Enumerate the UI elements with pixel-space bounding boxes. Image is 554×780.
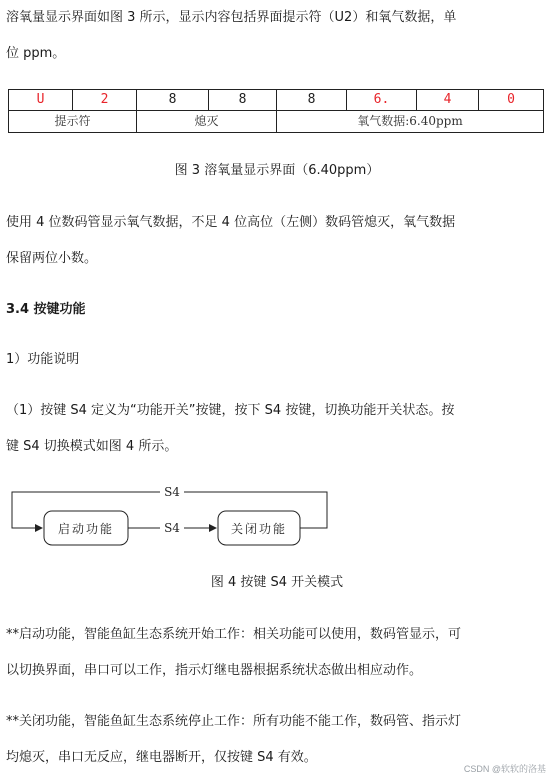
fig4-caption: 图 4 按键 S4 开关模式 [210,575,344,590]
digit-3: 8 [137,90,209,110]
digit-6: 6. [347,90,417,110]
sub-heading: 1）功能说明 [6,352,80,367]
state-on-label: 启动功能 [57,522,115,536]
watermark: CSDN @软软的洛基 [463,764,546,774]
digit-1: U [9,90,73,110]
digit-5: 8 [277,90,347,110]
intro-line-1: 溶氧量显示界面如图 3 所示，显示内容包括界面提示符（U2）和氧气数据，单 [6,10,457,25]
para3-line-2: 以切换界面，串口可以工作，指示灯继电器根据系统状态做出相应动作。 [6,663,423,678]
digit-2: 2 [73,90,137,110]
label-prompt: 提示符 [9,111,137,132]
para1-line-1: 使用 4 位数码管显示氧气数据，不足 4 位高位（左侧）数码管熄灭，氧气数据 [6,215,456,230]
edge-top-label: S4 [164,485,180,499]
state-off-label: 关闭功能 [230,522,288,536]
digit-7: 4 [417,90,479,110]
para2-line-2: 键 S4 切换模式如图 4 所示。 [6,439,178,454]
fig3-caption: 图 3 溶氧量显示界面（6.40ppm） [174,163,380,178]
label-off: 熄灭 [137,111,277,132]
edge-mid-label: S4 [164,521,180,535]
digit-8: 0 [507,92,515,107]
label-data: 氧气数据:6.40ppm [357,114,463,128]
para1-line-2: 保留两位小数。 [6,251,98,266]
display-table [8,89,544,133]
digit-row [9,90,543,111]
para4-line-1: **关闭功能，智能鱼缸生态系统停止工作：所有功能不能工作，数码管、指示灯 [6,714,462,729]
para4-line-2: 均熄灭，串口无反应，继电器断开，仅按键 S4 有效。 [6,750,317,765]
para3-line-1: **启动功能，智能鱼缸生态系统开始工作：相关功能可以使用，数码管显示，可 [6,627,462,642]
label-row [9,111,543,132]
section-heading: 3.4 按键功能 [6,302,86,317]
digit-4: 8 [209,90,277,110]
para2-line-1: （1）按键 S4 定义为“功能开关”按键，按下 S4 按键，切换功能开关状态。按 [6,403,455,418]
state-diagram [0,480,554,560]
intro-line-2: 位 ppm。 [6,46,66,61]
